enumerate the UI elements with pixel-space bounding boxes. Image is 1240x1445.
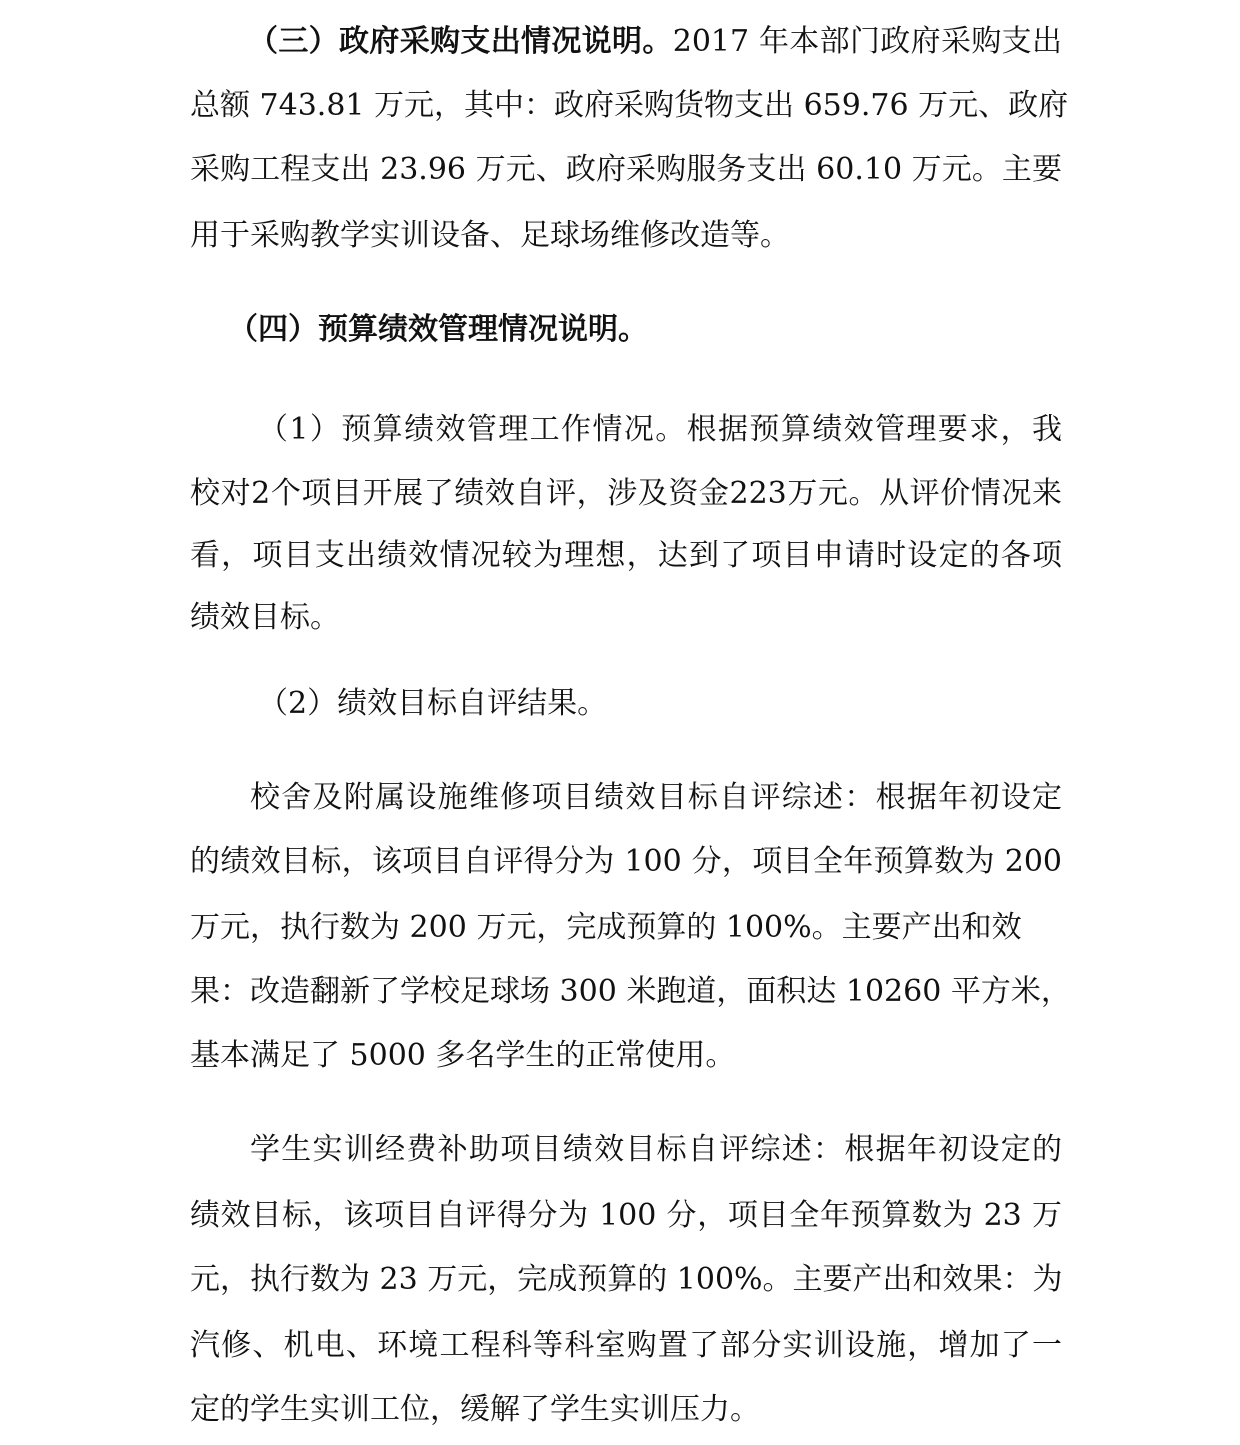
section4-para4-line: 学生实训经费补助项目绩效目标自评综述：根据年初设定的 [250, 1132, 1062, 1167]
section4-para3-line: 基本满足了 5000 多名学生的正常使用。 [190, 1038, 736, 1073]
section4-para3-line: 校舍及附属设施维修项目绩效目标自评综述：根据年初设定 [250, 780, 1062, 815]
section4-para4-line: 绩效目标，该项目自评得分为 100 分，项目全年预算数为 23 万 [190, 1198, 1062, 1233]
section4-para1-line: 绩效目标。 [190, 600, 340, 635]
section3-line: 总额 743.81 万元，其中：政府采购货物支出 659.76 万元、政府 [190, 88, 1069, 123]
section4-para2-line: （2）绩效目标自评结果。 [258, 686, 608, 721]
section4-heading: （四）预算绩效管理情况说明。 [228, 312, 648, 347]
section4-para3-line: 的绩效目标，该项目自评得分为 100 分，项目全年预算数为 200 [190, 844, 1062, 879]
section3-line: 采购工程支出 23.96 万元、政府采购服务支出 60.10 万元。主要 [190, 152, 1062, 187]
section3-line: 2017 年本部门政府采购支出 [672, 24, 1062, 59]
section3-line: 用于采购教学实训设备、足球场维修改造等。 [190, 218, 790, 253]
section4-para3-line: 万元，执行数为 200 万元，完成预算的 100%。主要产出和效 [190, 910, 1022, 945]
section3-heading: （三）政府采购支出情况说明。 [248, 24, 673, 59]
section3-first-line [248, 20, 1062, 64]
section4-para1-line: 看，项目支出绩效情况较为理想，达到了项目申请时设定的各项 [190, 538, 1062, 573]
section4-para1-line: （1）预算绩效管理工作情况。根据预算绩效管理要求，我 [258, 412, 1062, 447]
section4-para4-line: 定的学生实训工位，缓解了学生实训压力。 [190, 1392, 760, 1427]
section4-para4-line: 汽修、机电、环境工程科等科室购置了部分实训设施，增加了一 [190, 1328, 1062, 1363]
section4-para3-line: 果：改造翻新了学校足球场 300 米跑道，面积达 10260 平方米， [190, 974, 1071, 1009]
section4-para1-line: 校对2个项目开展了绩效自评，涉及资金223万元。从评价情况来 [190, 476, 1062, 511]
section4-para4-line: 元，执行数为 23 万元，完成预算的 100%。主要产出和效果：为 [190, 1262, 1063, 1297]
